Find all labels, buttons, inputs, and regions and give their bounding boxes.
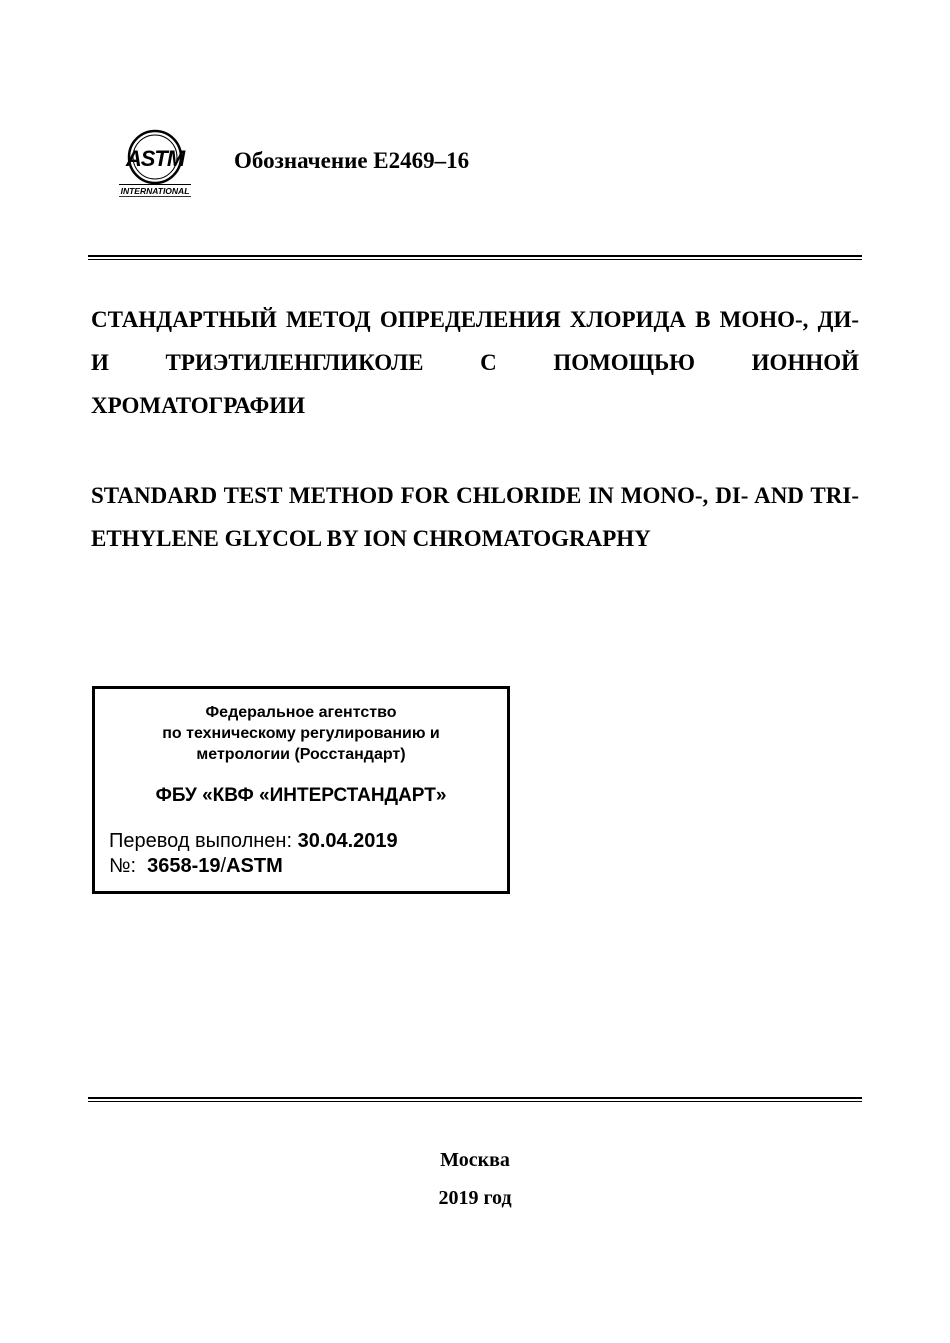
document-designation: Обозначение E2469–16 — [234, 148, 470, 173]
translation-date: 30.04.2019 — [297, 830, 398, 852]
agency-name: Федеральное агентство по техническому регулированию и метрологии (Росстандарт) — [162, 704, 440, 763]
translation-number-line: №: 3658-19/ASTM — [109, 855, 283, 877]
title-russian: СТАНДАРТНЫЙ МЕТОД ОПРЕДЕЛЕНИЯ ХЛОРИДА В МОНО-, ДИ- И ТРИЭТИЛЕНГЛИКОЛЕ С ПОМОЩЬЮ ИОННОЙ ХРОМАТОГРАФИИ — [91, 307, 859, 418]
publication-city: Москва — [440, 1149, 510, 1171]
number-label: №: — [109, 855, 137, 877]
translation-stamp — [92, 686, 510, 894]
publication-year: 2019 год — [438, 1187, 512, 1209]
logo-subtext: INTERNATIONAL — [120, 186, 190, 196]
translation-label: Перевод выполнен: — [109, 830, 293, 852]
title-english: STANDARD TEST METHOD FOR CHLORIDE IN MONO-, DI- AND TRI-ETHYLENE GLYCOL BY ION CHROMATOGRAPHY — [91, 483, 859, 551]
number-suffix: ASTM — [226, 855, 283, 877]
logo-text: ASTM — [125, 146, 185, 171]
translation-date-line — [109, 830, 398, 853]
astm-logo — [113, 128, 197, 198]
number-value: 3658-19 — [147, 855, 221, 877]
bottom-divider — [88, 1097, 862, 1102]
top-divider — [88, 255, 862, 260]
organization-name: ФБУ «КВФ «ИНТЕРСТАНДАРТ» — [155, 785, 447, 806]
